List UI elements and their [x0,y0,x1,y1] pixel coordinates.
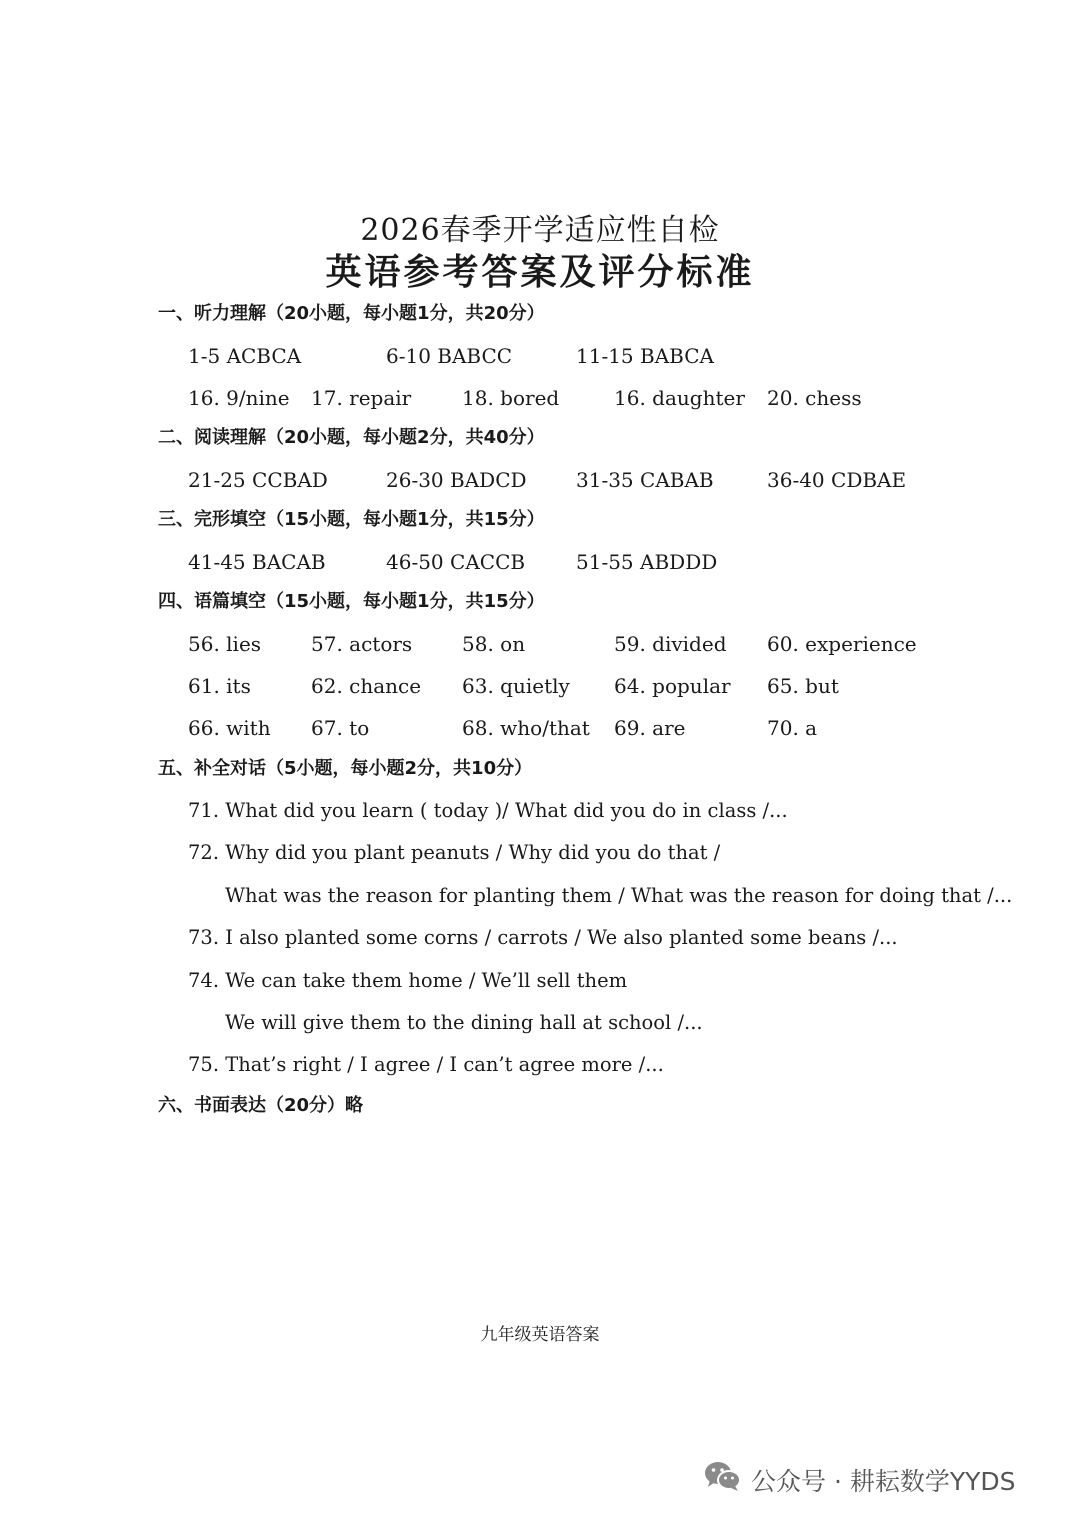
dialogue-answer-72-cont: What was the reason for planting them / What was the reason for doing that /... [225,884,1013,907]
dialogue-answer-75: 75. That’s right / I agree / I can’t agree more /... [188,1053,664,1076]
answer-item: 16. 9/nine [188,386,290,410]
answer-item: 17. repair [311,386,412,410]
answer-row [0,672,1080,700]
answer-row [0,548,1080,576]
answer-item: 46-50 CACCB [386,550,526,574]
section-heading-cloze: 三、完形填空（15小题，每小题1分，共15分） [158,509,545,530]
answer-item: 62. chance [311,674,422,698]
answer-key-title: 英语参考答案及评分标准 [325,252,755,293]
answer-item: 36-40 CDBAE [767,468,907,492]
answer-item: 26-30 BADCD [386,468,527,492]
section-heading-dialogue: 五、补全对话（5小题，每小题2分，共10分） [158,758,533,779]
answer-item: 6-10 BABCC [386,344,513,368]
exam-title: 2026春季开学适应性自检 [360,213,720,248]
answer-item: 18. bored [462,386,560,410]
answer-row [0,466,1080,494]
answer-item: 65. but [767,674,839,698]
answer-item: 1-5 ACBCA [188,344,302,368]
section-heading-listening: 一、听力理解（20小题，每小题1分，共20分） [158,303,545,324]
answer-item: 61. its [188,674,251,698]
section-heading-reading: 二、阅读理解（20小题，每小题2分，共40分） [158,427,545,448]
answer-item: 41-45 BACAB [188,550,326,574]
answer-item: 60. experience [767,632,917,656]
answer-item: 58. on [462,632,526,656]
section-heading-passage-fill: 四、语篇填空（15小题，每小题1分，共15分） [158,591,545,612]
answer-item: 63. quietly [462,674,570,698]
answer-row [0,384,1080,412]
answer-item: 20. chess [767,386,862,410]
watermark [703,1460,1016,1500]
answer-item: 64. popular [614,674,731,698]
dialogue-answer-72: 72. Why did you plant peanuts / Why did you do that / [188,841,721,864]
page-footer: 九年级英语答案 [480,1325,600,1345]
answer-item: 68. who/that [462,716,590,740]
answer-item: 11-15 BABCA [576,344,714,368]
answer-row [0,342,1080,370]
answer-item: 59. divided [614,632,727,656]
dialogue-answer-74: 74. We can take them home / We’ll sell them [188,969,628,992]
answer-item: 51-55 ABDDD [576,550,718,574]
answer-row [0,630,1080,658]
answer-item: 31-35 CABAB [576,468,714,492]
wechat-icon [703,1460,743,1500]
answer-item: 57. actors [311,632,413,656]
answer-item: 67. to [311,716,370,740]
section-heading-writing: 六、书面表达（20分）略 [158,1095,364,1116]
dialogue-answer-71: 71. What did you learn ( today )/ What did you do in class /... [188,799,788,822]
answer-item: 70. a [767,716,818,740]
dialogue-answer-73: 73. I also planted some corns / carrots / We also planted some beans /... [188,926,898,949]
answer-row [0,714,1080,742]
answer-item: 69. are [614,716,686,740]
answer-item: 16. daughter [614,386,745,410]
answer-item: 56. lies [188,632,262,656]
watermark-text: 公众号 · 耕耘数学YYDS [751,1467,1016,1496]
answer-item: 21-25 CCBAD [188,468,328,492]
answer-item: 66. with [188,716,271,740]
dialogue-answer-74-cont: We will give them to the dining hall at school /... [225,1011,703,1034]
